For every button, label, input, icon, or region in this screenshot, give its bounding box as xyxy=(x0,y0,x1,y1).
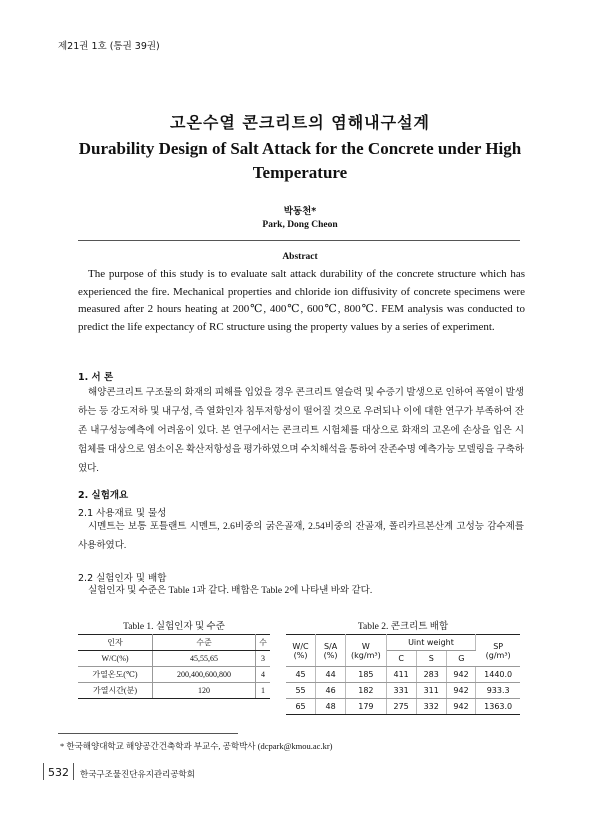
table-2-header-cell-sp xyxy=(476,635,520,667)
table-cell: 48 xyxy=(316,699,346,715)
table-2-header-cell-g: G xyxy=(446,651,476,667)
page-number: 532 xyxy=(48,766,69,779)
abstract-heading: Abstract xyxy=(282,252,318,262)
abstract-paragraph: The purpose of this study is to evaluate salt attack durability of the concrete structure which has experienced the fire. Mechanical properties and chloride ion diffusivity of concrete specimens were measured after 2 hours heating at 200℃, 400℃, 600℃, 800℃. FEM analysis was conducted to predict the life expectancy of RC structure using the property values by a series of experiment. xyxy=(78,268,525,333)
table-cell: 가열시간(분) xyxy=(78,683,153,699)
table-cell: 283 xyxy=(416,667,446,683)
table-cell: 942 xyxy=(446,667,476,683)
table-1-caption: Table 1. 실험인자 및 수준 xyxy=(123,622,225,632)
table-row xyxy=(286,667,520,683)
paper-title-korean: 고온수열 콘크리트의 염해내구설계 xyxy=(170,113,430,132)
table-row xyxy=(78,667,270,683)
table-2-header-unit: (g/m³) xyxy=(485,650,511,660)
table-1-header-cell: 인자 xyxy=(78,635,153,651)
section-1-heading: 1. 서 론 xyxy=(78,372,114,383)
table-row xyxy=(78,651,270,667)
table-cell: 1440.0 xyxy=(476,667,520,683)
table-cell: 942 xyxy=(446,699,476,715)
table-cell: 179 xyxy=(346,699,386,715)
table-cell: 45,55,65 xyxy=(153,651,256,667)
page-number-left-bar xyxy=(43,763,44,780)
table-2-header-cell-wc xyxy=(286,635,316,667)
section-1-body xyxy=(78,384,524,479)
author-korean: 박동천* xyxy=(283,206,317,217)
table-cell: 가열온도(℃) xyxy=(78,667,153,683)
subsection-2-2-body xyxy=(78,582,524,601)
table-1-header-cell: 수준 xyxy=(153,635,256,651)
table-cell: 182 xyxy=(346,683,386,699)
section-2-heading: 2. 실험개요 xyxy=(78,490,129,501)
table-cell: 46 xyxy=(316,683,346,699)
journal-issue-header: 제21권 1호 (통권 39권) xyxy=(58,41,160,52)
table-cell: 45 xyxy=(286,667,316,683)
table-2-header-row xyxy=(286,635,520,651)
table-2-header-cell-w xyxy=(346,635,386,667)
table-cell: 1 xyxy=(256,683,271,699)
table-1 xyxy=(78,634,270,699)
table-cell: 275 xyxy=(386,699,416,715)
table-cell: 311 xyxy=(416,683,446,699)
table-cell: 331 xyxy=(386,683,416,699)
table-cell: 65 xyxy=(286,699,316,715)
table-2-header-unit: (%) xyxy=(293,650,308,660)
table-2-header-cell-c: C xyxy=(386,651,416,667)
table-cell: 1363.0 xyxy=(476,699,520,715)
table-row xyxy=(286,683,520,699)
table-cell: 44 xyxy=(316,667,346,683)
table-2-header-cell-sa xyxy=(316,635,346,667)
subsection-2-2-heading: 2.2 실험인자 및 배합 xyxy=(78,573,167,584)
table-cell: 120 xyxy=(153,683,256,699)
table-cell: 55 xyxy=(286,683,316,699)
table-2 xyxy=(286,634,520,715)
table-row xyxy=(78,683,270,699)
table-2-header-unit: (%) xyxy=(323,650,338,660)
table-2-header-cell-s: S xyxy=(416,651,446,667)
abstract-text xyxy=(78,266,525,336)
table-cell: W/C(%) xyxy=(78,651,153,667)
subsection-2-1-body xyxy=(78,518,524,556)
section-1-paragraph: 해양콘크리트 구조물의 화재의 피해를 입었을 경우 콘크리트 열슬력 및 수증기 발생으로 인하여 폭열이 발생하는 등 강도저하 및 내구성, 즉 열화인자 침투저항성이 떨어질 것으로 우려되나 이에 대한 연구가 부족하여 잔존 내구성능예측에 어려움이 있다. 본 연구에서는 콘크리트 시험체를 대상으로 화재의 고온에 손상을 입은 시험체를 대상으로 염소이온 확산저항성을 평가하였으며 수치해석을 통하여 잔존수명 예측가능 모델링을 구축하였다. xyxy=(78,388,524,474)
table-cell: 411 xyxy=(386,667,416,683)
subsection-2-1-heading: 2.1 사용재료 및 물성 xyxy=(78,508,167,519)
table-2-header-label: W xyxy=(361,641,370,651)
table-2-header-label: W/C xyxy=(292,641,309,651)
footnote-divider xyxy=(58,733,238,734)
table-2-header-label: S/A xyxy=(323,641,338,651)
table-1-header-cell: 수 xyxy=(256,635,271,651)
table-row xyxy=(286,699,520,715)
table-cell: 200,400,600,800 xyxy=(153,667,256,683)
table-cell: 332 xyxy=(416,699,446,715)
table-cell: 942 xyxy=(446,683,476,699)
table-2-header-label: SP xyxy=(493,641,504,651)
table-cell: 4 xyxy=(256,667,271,683)
author-affiliation-footnote: * 한국해양대학교 해양공간건축학과 부교수, 공학박사 (dcpark@kmou.ac.kr) xyxy=(60,741,333,751)
table-cell: 185 xyxy=(346,667,386,683)
author-english: Park, Dong Cheon xyxy=(262,220,338,230)
table-cell: 933.3 xyxy=(476,683,520,699)
subsection-2-1-paragraph: 시멘트는 보통 포틀랜트 시멘트, 2.6비중의 굵은골재, 2.54비중의 잔골재, 폴리카르본산계 고성능 감수제를 사용하였다. xyxy=(78,522,524,551)
table-1-header-row xyxy=(78,635,270,651)
subsection-2-2-paragraph: 실험인자 및 수준은 Table 1과 같다. 배합은 Table 2에 나타낸 바와 같다. xyxy=(88,586,373,596)
paper-title-english: Durability Design of Salt Attack for the Concrete under High Temperature xyxy=(78,139,522,182)
table-cell: 3 xyxy=(256,651,271,667)
table-2-header-unit: (kg/m³) xyxy=(351,650,381,660)
table-2-header-cell-unit-weight: Uint weight xyxy=(386,635,476,651)
abstract-divider xyxy=(78,240,520,241)
journal-name: 한국구조물진단유지관리공학회 xyxy=(80,770,195,780)
table-2-caption: Table 2. 콘크리트 배합 xyxy=(357,622,449,632)
page-number-right-bar xyxy=(73,763,74,780)
